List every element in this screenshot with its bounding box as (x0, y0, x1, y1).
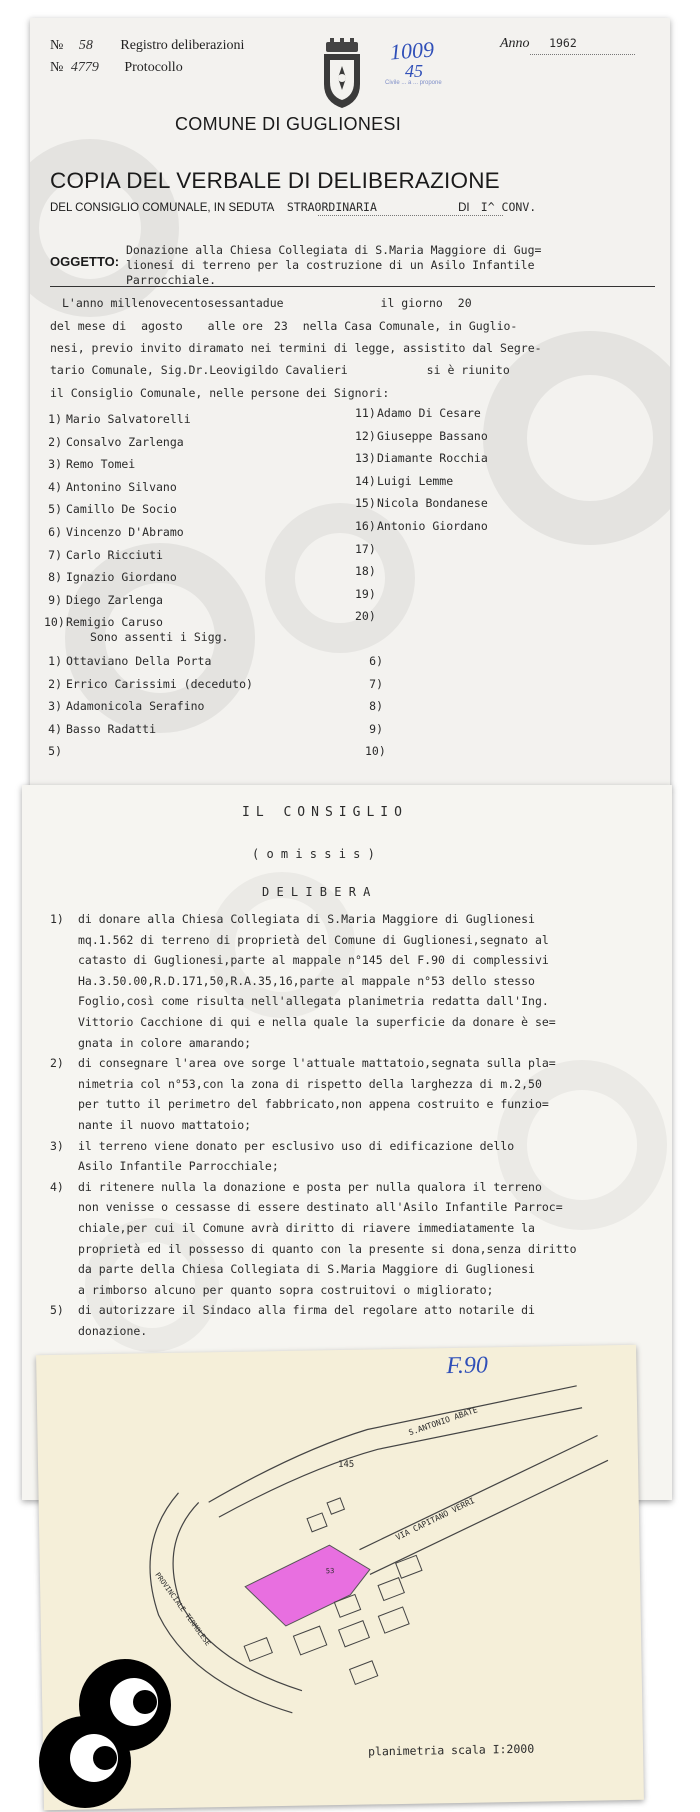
road-edge (368, 1460, 610, 1574)
item-number: 5) (50, 1303, 64, 1318)
list-item: 7) (369, 676, 383, 691)
oggetto-line: Donazione alla Chiesa Collegiata di S.Maria Maggiore di Gug= (126, 243, 542, 257)
donated-parcel (244, 1544, 370, 1626)
list-item: 9) (369, 721, 383, 736)
intro-text: si è riunito (426, 363, 510, 377)
protocol-number: 4779 (70, 60, 99, 75)
ore-value: 23 (273, 319, 288, 333)
road-edge (358, 1435, 600, 1549)
consiglio-heading: IL CONSIGLIO (242, 805, 408, 820)
mese-label: del mese di (50, 319, 127, 333)
anno-row (500, 36, 577, 52)
intro-line-4 (50, 363, 510, 377)
road-edge (217, 1408, 584, 1517)
intro-text: nella Casa Comunale, in Guglio- (302, 319, 518, 333)
oggetto-line: Parrocchiale. (126, 273, 217, 287)
handwritten-sheet-number: F.90 (446, 1352, 489, 1380)
register-number: 58 (78, 38, 93, 53)
intro-line-1 (62, 296, 472, 310)
list-item: 14)Luigi Lemme (355, 473, 454, 488)
list-item: 16)Antonio Giordano (355, 518, 488, 533)
number-symbol-icon: № (50, 38, 64, 53)
list-item: 8) Ignazio Giordano (48, 570, 177, 585)
delibera-item: 2) di consegnare l'area ove sorge l'attuale mattatoio,segnata sulla pla= nimetria col n°53,con la zona di rispetto della larghezza di m.2,50 per tutto il perimetro del fabbricato,non appena costruito e funzio= nante il nuovo mattatoio; (50, 1053, 650, 1135)
anno-value: 1962 (549, 36, 577, 50)
stamp-text: Civile ... a ... propone (385, 80, 442, 86)
road-edge (207, 1386, 579, 1502)
giorno-label: il giorno (380, 296, 443, 310)
delibera-item: 5) di autorizzare il Sindaco alla firma del regolare atto notarile di donazione. (50, 1300, 650, 1341)
secretary-name: Dr.Leovigildo Cavalieri (188, 363, 348, 377)
intro-line-3: nesi, previo invito diramato nei termini di legge, assistito dal Segre- (50, 341, 542, 355)
list-item: 19) (355, 586, 376, 601)
list-item: 4) Basso Radatti (48, 721, 157, 736)
anno-label: Anno (500, 36, 530, 51)
protocol-number-row (50, 60, 183, 76)
map-scale-caption: planimetria scala I:2000 (367, 1741, 535, 1759)
seduta-prefix: DEL CONSIGLIO COMUNALE, IN SEDUTA (50, 202, 274, 214)
oggetto-text (126, 243, 541, 288)
list-item: 2) Errico Carissimi (deceduto) (48, 676, 253, 691)
item-number: 3) (50, 1138, 64, 1153)
list-item: 6) (369, 654, 383, 668)
list-item: 6) Vincenzo D'Abramo (48, 524, 184, 539)
omissis-label: ( o m i s s i s ) (252, 847, 375, 861)
list-item: 4) Antonino Silvano (48, 479, 177, 494)
oggetto-line: lionesi di terreno per la costruzione di un Asilo Infantile (126, 258, 535, 272)
list-item: 11)Adamo Di Cesare (355, 406, 481, 420)
list-item: 12)Giuseppe Bassano (355, 428, 488, 443)
delibera-item: 1) di donare alla Chiesa Collegiata di S.Maria Maggiore di Guglionesi mq.1.562 di terreno di proprietà del Comune di Guglionesi,segnato al catasto di Guglionesi,parte al mappale n°145 del F.90 di complessivi Ha.3.50.00,R.D.171,50,R.A.35,16,parte al mappale n°53 dello stesso Foglio,così come risulta nell'allegata planimetria redatta dall'Ing. Vittorio Cacchione di qui e nella quale la superficie da donare è se= gnata in colore amarando; (50, 909, 650, 1053)
parcel-label-53: 53 (325, 1567, 335, 1576)
convocation: I^ CONV. (480, 200, 537, 214)
item-number: 4) (50, 1179, 64, 1194)
absent-list-left (44, 650, 253, 763)
handwritten-stamp-sub: 45 (405, 61, 423, 81)
handwritten-stamp-number: 1009 (389, 36, 435, 65)
present-list-left (44, 408, 191, 634)
road-label-antonio-abate: S.ANTONIO ABATE (407, 1405, 479, 1438)
delibera-heading: D E L I B E R A (262, 885, 371, 899)
list-item: 8) (369, 699, 383, 714)
list-item: 18) (355, 564, 376, 579)
list-item: 5) Camillo De Socio (48, 502, 177, 517)
mese-value: agosto (141, 319, 183, 333)
list-item: 10) (365, 744, 386, 759)
seduta-type: STRAORDINARIA (286, 200, 377, 214)
list-item: 3) Remo Tomei (48, 457, 136, 472)
item-number: 1) (50, 912, 64, 926)
ore-label: alle ore (207, 319, 263, 333)
item-number: 2) (50, 1056, 64, 1071)
intro-text: tario Comunale, Sig. (50, 363, 189, 377)
list-item: 17) (355, 541, 376, 556)
oggetto-label: OGGETTO: (50, 254, 120, 269)
intro-text: L'anno millenovecentosessanta (62, 296, 263, 310)
intro-line-5: il Consiglio Comunale, nelle persone dei Signori: (50, 386, 390, 400)
road-label-provinciale: PROVINCIALE TERMOLESE (153, 1571, 212, 1648)
list-item: 1) Ottaviano Della Porta (48, 654, 212, 668)
seduta-line (50, 200, 536, 214)
comune-name: COMUNE DI GUGLIONESI (175, 114, 402, 134)
register-number-row (50, 38, 244, 54)
di-label: DI (458, 202, 470, 214)
list-item: 15)Nicola Bondanese (355, 496, 488, 511)
protocol-label: Protocollo (124, 60, 183, 75)
list-item: 2) Consalvo Zarlenga (48, 434, 184, 449)
delibera-item: 4) di ritenere nulla la donazione e posta per nulla qualora il terreno non venisse o cessasse di essere destinato all'Asilo Infantile Parroc= chiale,per cui il Comune avrà diritto di riavere immediatamente la proprietà ed il possesso di quanto con la presente si dona,senza diritto da parte della Chiesa Collegiata di S.Maria Maggiore di Guglionesi a rimborso alcuno per quanto sopra costruitovi o migliorato; (50, 1177, 650, 1301)
delibera-items (50, 909, 650, 1341)
giorno-value: 20 (457, 296, 472, 310)
document-title: COPIA DEL VERBALE DI DELIBERAZIONE (50, 168, 500, 193)
absent-label: Sono assenti i Sigg. (90, 630, 229, 644)
register-label: Registro deliberazioni (120, 38, 245, 53)
road-label-capitano-verri: VIA CAPITANO VERRI (394, 1496, 477, 1543)
intro-line-2 (50, 319, 517, 333)
year-suffix: due (262, 296, 284, 310)
number-symbol-icon: № (50, 60, 64, 75)
list-item: 13)Diamante Rocchia (355, 451, 488, 466)
oggetto-divider (50, 286, 655, 287)
list-item: 20) (355, 609, 376, 624)
archive-logo-icon (30, 1650, 180, 1810)
present-list-right (355, 402, 488, 628)
delibera-item: 3) il terreno viene donato per esclusivo uso di edificazione dello Asilo Infantile Parrocchiale; (50, 1136, 650, 1177)
absent-list-right (365, 650, 387, 763)
list-item: 7) Carlo Ricciuti (48, 547, 163, 562)
list-item: 3) Adamonicola Serafino (48, 699, 205, 714)
list-item: 5) (48, 744, 62, 759)
parcel-label-145: 145 (337, 1459, 355, 1471)
list-item: 10)Remigio Caruso (44, 615, 163, 630)
coat-of-arms-icon (318, 38, 366, 110)
list-item: 9) Diego Zarlenga (48, 592, 163, 607)
list-item: 1) Mario Salvatorelli (48, 412, 191, 426)
verbale-page-1 (30, 18, 670, 788)
